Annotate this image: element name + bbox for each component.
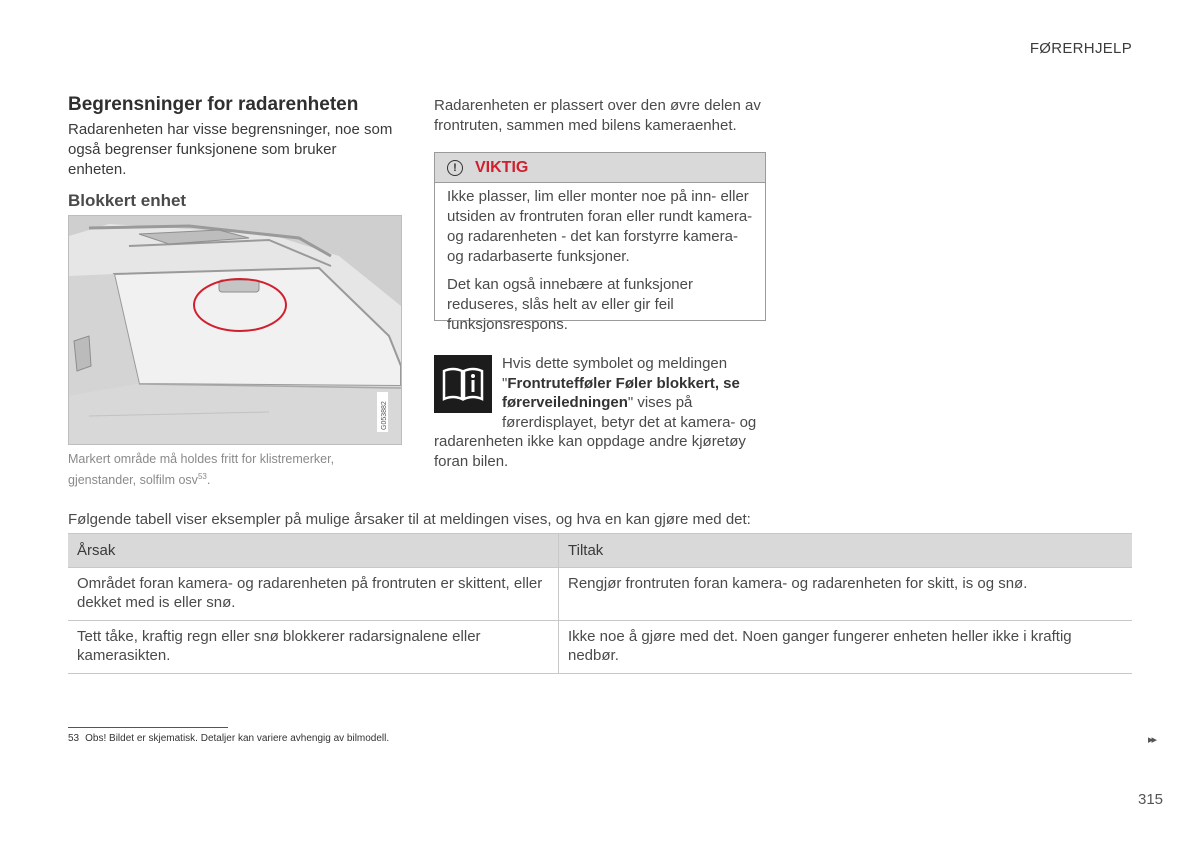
display-message: Frontrutefføler Føler blokkert, se førerveiledningen — [502, 374, 740, 411]
intro-paragraph: Radarenheten har visse begrensninger, noe som også begrenser funksjonene som bruker enheten. — [68, 121, 393, 178]
warning-box — [434, 152, 766, 333]
footnote: 53 Obs! Bildet er skjematisk. Detaljer kan variere avhengig av bilmodell. — [68, 733, 390, 744]
table-intro: Følgende tabell viser eksempler på mulige årsaker til at meldingen vises, og hva en kan gjøre med det: — [68, 511, 751, 528]
table-cell: Rengjør frontruten foran kamera- og radarenheten for skitt, is og snø. — [559, 568, 1133, 621]
table-header-row — [68, 534, 1132, 568]
info-paragraph: Hvis dette symbolet og meldingen "Frontrutefføler Føler blokkert, se førerveiledningen" vises på førerdisplayet, betyr det at kamera- og radarenheten ikke kan oppdage andre kjøretøy foran bilen. — [434, 355, 757, 470]
page-title: Begrensninger for radarenheten — [68, 94, 359, 115]
section-label: FØRERHJELP — [1029, 40, 1132, 57]
page-number: 315 — [1138, 791, 1164, 808]
table-cell: Ikke noe å gjøre med det. Noen ganger fungerer enheten heller ikke i kraftig nedbør. — [559, 621, 1133, 674]
placement-paragraph: Radarenheten er plassert over den øvre delen av frontruten, sammen med bilens kameraenhet. — [434, 97, 761, 134]
windshield-illustration — [68, 215, 402, 445]
table-row — [68, 621, 1132, 674]
footnote-divider — [68, 727, 228, 728]
cause-action-table — [68, 533, 1132, 674]
image-code: G053882 — [381, 401, 388, 430]
warning-paragraph: Det kan også innebære at funksjoner reduseres, slås helt av eller gir feil funksjonsrespons. — [447, 276, 693, 333]
subheading: Blokkert enhet — [68, 191, 187, 210]
footnote-ref[interactable]: 53 — [197, 472, 207, 481]
image-caption: Markert område må holdes fritt for klistremerker, gjenstander, solfilm osv$^{53}$. — [68, 452, 335, 488]
next-page-arrows-icon[interactable]: ▸▸ — [1148, 734, 1156, 746]
table-row — [68, 568, 1132, 621]
table-cell: Tett tåke, kraftig regn eller snø blokkerer radarsignalene eller kamerasikten. — [68, 621, 559, 674]
warning-title: VIKTIG — [475, 158, 529, 176]
column-header-action: Tiltak — [559, 534, 1133, 568]
warning-icon: ! — [447, 160, 463, 176]
column-header-cause: Årsak — [68, 534, 559, 568]
warning-header — [435, 153, 765, 183]
warning-paragraph: Ikke plasser, lim eller monter noe på inn- eller utsiden av frontruten foran eller rundt kamera- og radarenheten - det kan forstyrre kamera- og radarbaserte funksjoner. — [447, 188, 753, 265]
table-cell: Området foran kamera- og radarenheten på frontruten er skittent, eller dekket med is eller snø. — [68, 568, 559, 621]
